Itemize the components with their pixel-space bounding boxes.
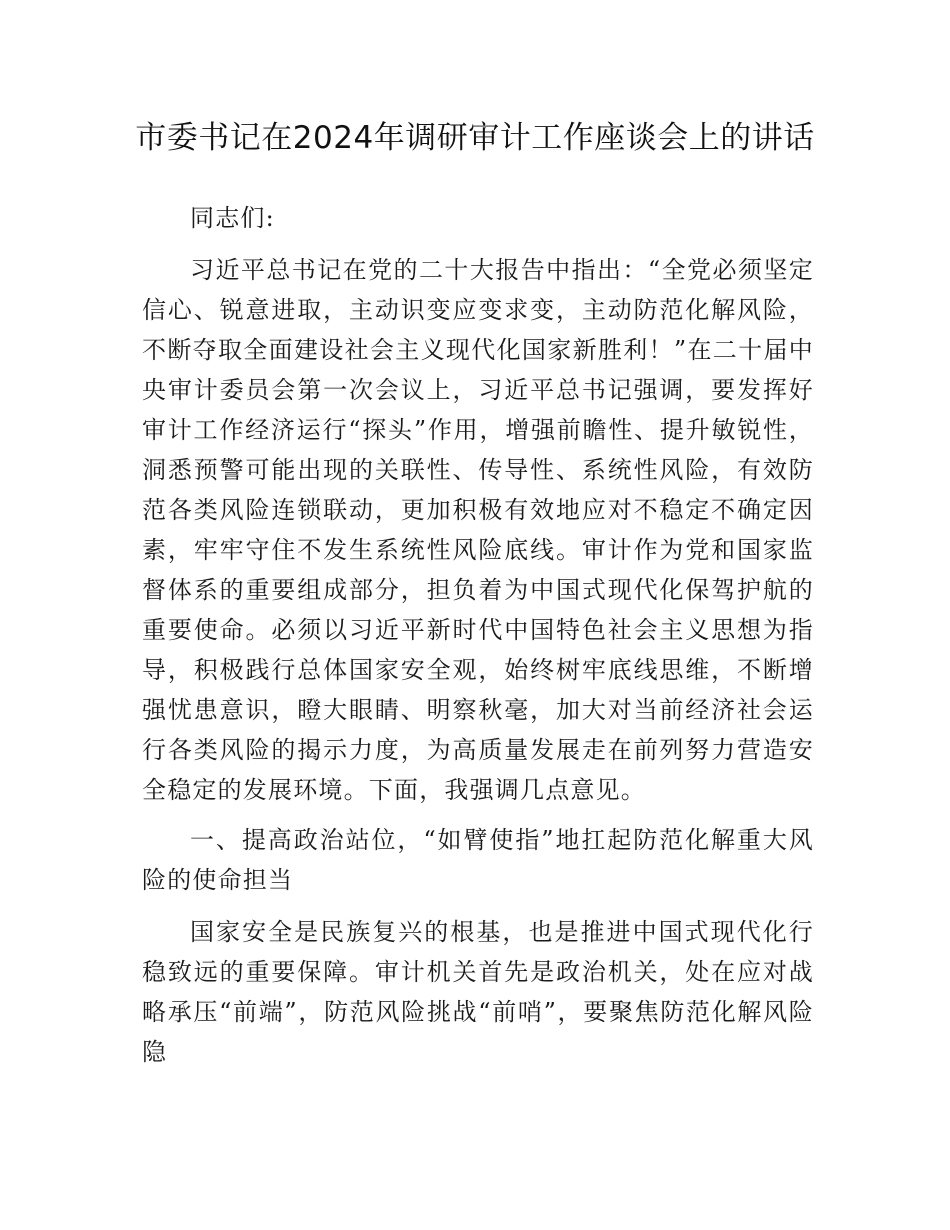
section-heading: 一、提高政治站位，“如臂使指”地扛起防范化解重大风险的使命担当 bbox=[142, 826, 814, 894]
intro-paragraph: 习近平总书记在党的二十大报告中指出：“全党必须坚定信心、锐意进取，主动识变应变求变，主动防范化解风险，不断夺取全面建设社会主义现代化国家新胜利！”在二十届中央审计委员会第一次会议上，习近平总书记强调，要发挥好审计工作经济运行“探头”作用，增强前瞻性、提升敏锐性，洞悉预警可能出现的关联性、传导性、系统性风险，有效防范各类风险连锁联动，更加积极有效地应对不稳定不确定因素，牢牢守住不发生系统性风险底线。审计作为党和国家监督体系的重要组成部分，担负着为中国式现代化保驾护航的重要使命。必须以习近平新时代中国特色社会主义思想为指导，积极践行总体国家安全观，始终树牢底线思维，不断增强忧患意识，瞪大眼睛、明察秋毫，加大对当前经济社会运行各类风险的揭示力度，为高质量发展走在前列努力营造安全稳定的发展环境。下面，我强调几点意见。 bbox=[142, 256, 814, 804]
document-body bbox=[142, 198, 814, 1082]
salutation: 同志们: bbox=[190, 204, 275, 232]
document-title: 市委书记在2024年调研审计工作座谈会上的讲话 bbox=[135, 120, 815, 156]
section-paragraph: 国家安全是民族复兴的根基，也是推进中国式现代化行稳致远的重要保障。审计机关首先是政治机关，处在应对战略承压“前端”，防范风险挑战“前哨”，要聚焦防范化解风险隐 bbox=[142, 918, 814, 1066]
